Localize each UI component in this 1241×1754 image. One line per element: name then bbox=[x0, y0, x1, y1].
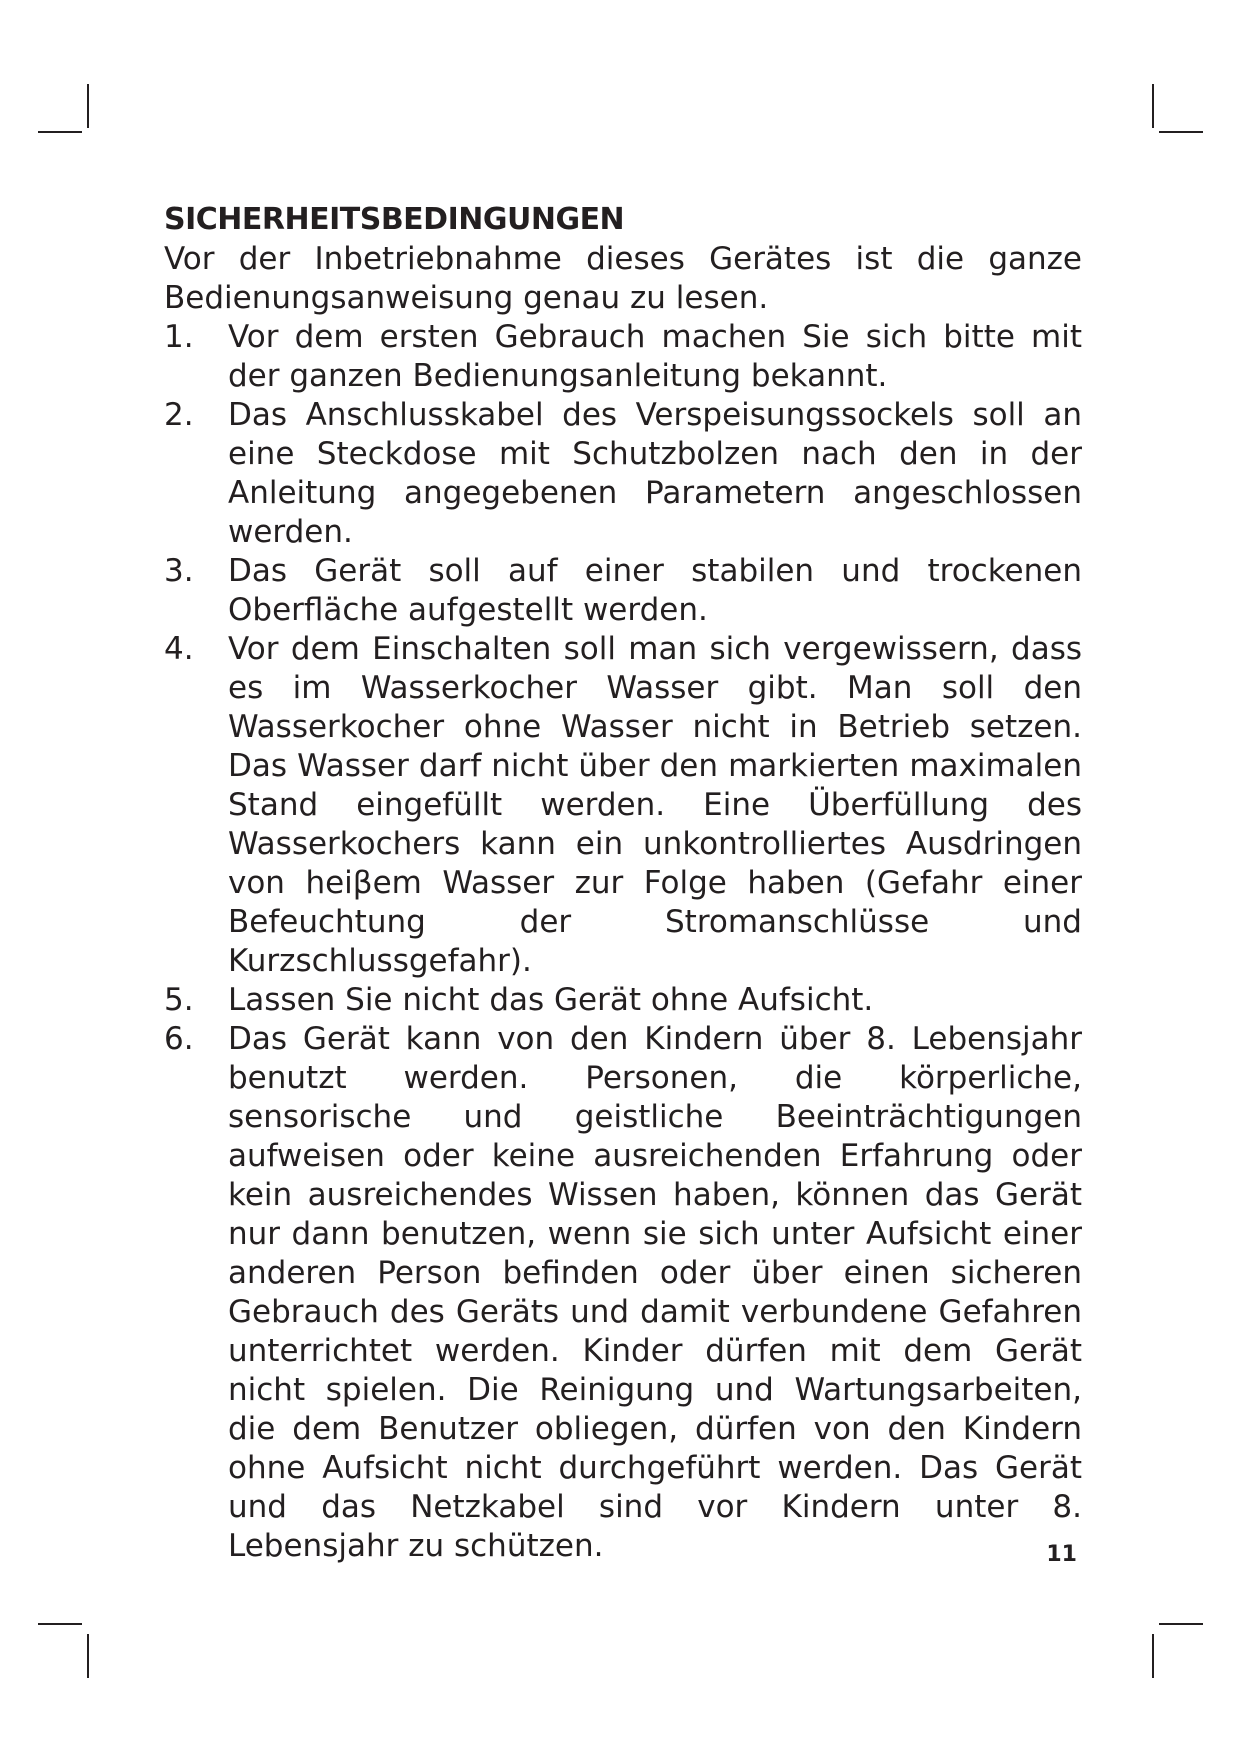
crop-mark-bottom-left-vertical bbox=[87, 1634, 89, 1678]
crop-mark-bottom-right-vertical bbox=[1152, 1634, 1154, 1678]
list-item-number: 5. bbox=[164, 982, 194, 1018]
list-item-text: Das Anschlusskabel des Verspeisungssockels soll an eine Steckdose mit Schutzbolzen nach den in der Anleitung angegebenen Parametern angeschlossen werden. bbox=[228, 397, 1082, 550]
list-item bbox=[164, 396, 1082, 552]
crop-mark-bottom-left-horizontal bbox=[38, 1623, 82, 1625]
list-item-text: Vor dem ersten Gebrauch machen Sie sich bitte mit der ganzen Bedienungsanleitung bekannt. bbox=[228, 319, 1082, 394]
crop-mark-top-left-horizontal bbox=[38, 131, 82, 133]
list-item-text: Vor dem Einschalten soll man sich vergewissern, dass es im Wasserkocher Wasser gibt. Man soll den Wasserkocher ohne Wasser nicht in Betrieb setzen. Das Wasser darf nicht über den markierten maximalen Stand eingefüllt werden. Eine Überfüllung des Wasserkochers kann ein unkontrolliertes Ausdringen von heiβem Wasser zur Folge haben (Gefahr einer Befeuchtung der Stromanschlüsse und Kurzschlussgefahr). bbox=[228, 631, 1082, 979]
page-number: 11 bbox=[1046, 1542, 1077, 1567]
page-content bbox=[164, 200, 1082, 1566]
safety-list bbox=[164, 318, 1082, 1566]
crop-mark-top-right-horizontal bbox=[1159, 131, 1203, 133]
list-item-text: Lassen Sie nicht das Gerät ohne Aufsicht. bbox=[228, 982, 874, 1018]
list-item-number: 3. bbox=[164, 553, 194, 589]
list-item bbox=[164, 981, 1082, 1020]
list-item bbox=[164, 318, 1082, 396]
list-item-text: Das Gerät kann von den Kindern über 8. Lebensjahr benutzt werden. Personen, die körperliche, sensorische und geistliche Beeinträchtigungen aufweisen oder keine ausreichenden Erfahrung oder kein ausreichendes Wissen haben, können das Gerät nur dann benutzen, wenn sie sich unter Aufsicht einer anderen Person befinden oder über einen sicheren Gebrauch des Geräts und damit verbundene Gefahren unterrichtet werden. Kinder dürfen mit dem Gerät nicht spielen. Die Reinigung und Wartungsarbeiten, die dem Benutzer obliegen, dürfen von den Kindern ohne Aufsicht nicht durchgeführt werden. Das Gerät und das Netzkabel sind vor Kindern unter 8. Lebensjahr zu schützen. bbox=[228, 1021, 1082, 1564]
list-item bbox=[164, 552, 1082, 630]
list-item-number: 1. bbox=[164, 319, 194, 355]
list-item-number: 6. bbox=[164, 1021, 194, 1057]
crop-mark-bottom-right-horizontal bbox=[1159, 1623, 1203, 1625]
list-item-number: 2. bbox=[164, 397, 194, 433]
crop-mark-top-left-vertical bbox=[87, 84, 89, 128]
list-item-number: 4. bbox=[164, 631, 194, 667]
crop-mark-top-right-vertical bbox=[1152, 84, 1154, 128]
intro-paragraph: Vor der Inbetriebnahme dieses Gerätes ist die ganze Bedienungsanweisung genau zu lesen. bbox=[164, 241, 1082, 316]
list-item bbox=[164, 1020, 1082, 1566]
section-heading: SICHERHEITSBEDINGUNGEN bbox=[164, 202, 625, 237]
list-item bbox=[164, 630, 1082, 981]
list-item-text: Das Gerät soll auf einer stabilen und trockenen Oberfläche aufgestellt werden. bbox=[228, 553, 1082, 628]
